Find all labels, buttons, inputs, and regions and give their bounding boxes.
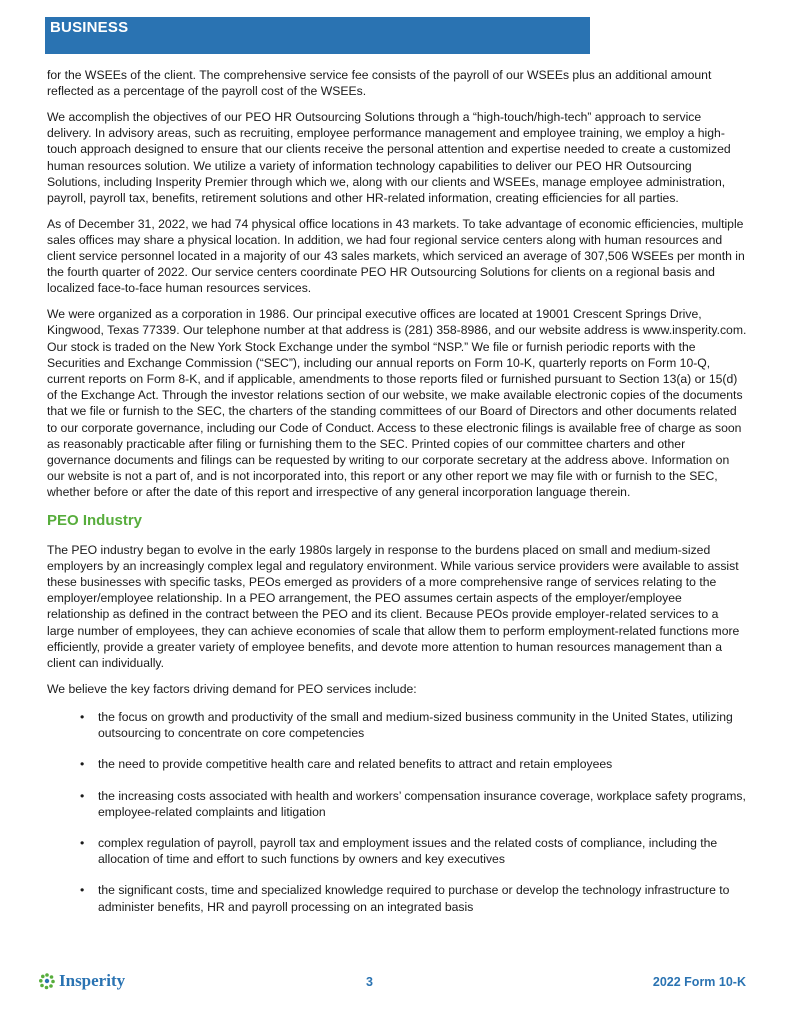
insperity-logo-icon <box>38 972 56 990</box>
list-item <box>80 788 747 820</box>
section-title: BUSINESS <box>50 19 129 36</box>
list-item <box>80 835 747 867</box>
key-factors-list <box>47 709 747 915</box>
list-item-text: the focus on growth and productivity of the small and medium-sized business community in the United States, utilizing outsourcing to concentrate on core competencies <box>98 709 733 741</box>
insperity-logo <box>38 970 125 992</box>
list-item <box>80 882 747 914</box>
bullet-icon: • <box>80 709 85 724</box>
form-label: 2022 Form 10-K <box>652 975 746 989</box>
paragraph: for the WSEEs of the client. The comprehensive service fee consists of the payroll of our WSEEs plus an additional amount reflected as a percentage of the payroll cost of the WSEEs. <box>47 68 712 99</box>
logo-text: Insperity <box>59 971 126 990</box>
paragraph: The PEO industry began to evolve in the early 1980s largely in response to the burdens placed on small and medium-sized employers by an increasingly complex legal and regulatory environment. While various service providers were available to assist these businesses with specific tasks, PEOs emerged as providers of a more comprehensive range of services relating to the employer/employee relationship. In a PEO arrangement, the PEO assumes certain aspects of the employer/employee relationship as defined in the contract between the PEO and its client. Because PEOs provide employer-related services to a large number of employees, they can achieve economies of scale that allow them to perform employment-related functions more efficiently, provide a greater variety of employee benefits, and devote more attention to human resources management than a client can individually. <box>47 542 740 670</box>
paragraph: We believe the key factors driving demand for PEO services include: <box>47 681 417 696</box>
list-item-text: the need to provide competitive health care and related benefits to attract and retain employees <box>98 757 613 772</box>
list-item-text: the significant costs, time and specialized knowledge required to purchase or develop the technology infrastructure to administer benefits, HR and payroll processing on an integrated basis <box>98 883 730 914</box>
paragraph: As of December 31, 2022, we had 74 physical office locations in 43 markets. To take advantage of economic efficiencies, multiple sales offices may share a physical location. In addition, we had four regional service centers along with human resources and client service personnel located in a majority of our 43 sales markets, which serviced an average of 307,506 WSEEs per month in the fourth quarter of 2022. Our service centers coordinate PEO HR Outsourcing Solutions for clients on a regional basis and localized face-to-face human resources services. <box>47 216 745 296</box>
paragraph: We were organized as a corporation in 1986. Our principal executive offices are located at 19001 Crescent Springs Drive, Kingwood, Texas 77339. Our telephone number at that address is (281) 358-8986, and our website address is www.insperity.com. Our stock is traded on the New York Stock Exchange under the symbol “NSP.” We file or furnish periodic reports with the Securities and Exchange Commission (“SEC”), including our annual reports on Form 10-K, quarterly reports on Form 10-Q, current reports on Form 8-K, and if applicable, amendments to those reports filed or furnished pursuant to Section 13(a) or 15(d) of the Exchange Act. Through the investor relations section of our website, we make available electronic copies of the documents that we file or furnish to the SEC, the charters of the standing committees of our Board of Directors and other documents related to our corporate governance, including our Code of Conduct. Access to these electronic filings is available free of charge as soon as reasonably practicable after filing or furnishing them to the SEC. Printed copies of our committee charters and other governance documents and filings can be requested by writing to our corporate secretary at the address above. Information on our website is not a part of, and is not incorporated into, this report or any other report we may file with or furnish to the SEC, whether before or after the date of this report and irrespective of any general incorporation language therein. <box>47 307 747 500</box>
paragraph: We accomplish the objectives of our PEO HR Outsourcing Solutions through a “high-touch/high-tech” approach to service delivery. In advisory areas, such as recruiting, employee performance management and employee training, we employ a high-touch approach designed to ensure that our clients receive the personal attention and expertise needed to create a customized human resources solution. We utilize a variety of information technology capabilities to deliver our PEO HR Outsourcing Solutions, including Insperity Premier through which we, along with our clients and WSEEs, manage employee administration, payroll, payroll tax, benefits, retirement solutions and other HR-related information, creating efficiencies for all parties. <box>47 109 731 205</box>
document-body <box>47 67 747 930</box>
list-item <box>80 709 747 741</box>
page-number: 3 <box>366 975 373 989</box>
list-item-text: the increasing costs associated with health and workers’ compensation insurance coverage, workplace safety programs, employee-related complaints and litigation <box>98 788 746 819</box>
list-item-text: complex regulation of payroll, payroll tax and employment issues and the related costs of compliance, including the allocation of time and effort to such functions by owners and key executives <box>98 835 718 867</box>
bullet-icon: • <box>80 788 85 803</box>
section-banner <box>45 17 590 54</box>
section-heading-peo-industry: PEO Industry <box>47 511 143 529</box>
bullet-icon: • <box>80 757 85 772</box>
list-item <box>80 756 747 772</box>
bullet-icon: • <box>80 835 85 850</box>
bullet-icon: • <box>80 883 85 898</box>
